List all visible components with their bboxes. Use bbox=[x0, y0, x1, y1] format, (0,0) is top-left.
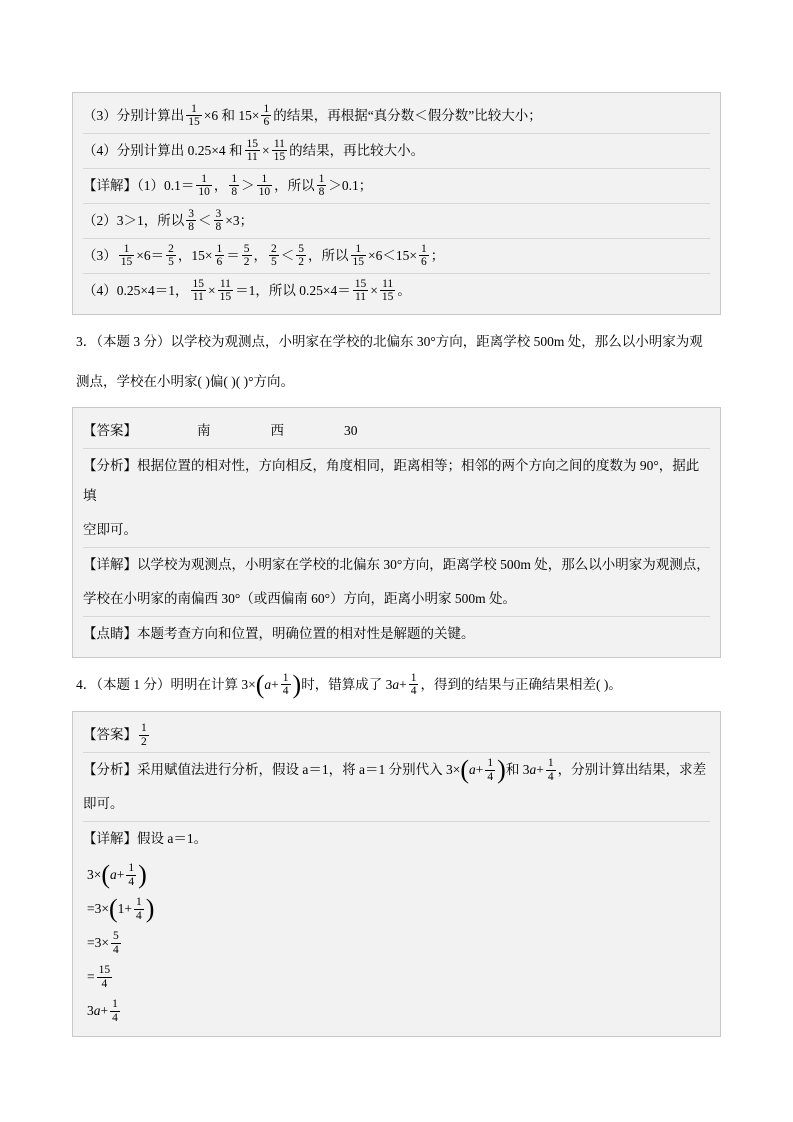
q3-insight-row bbox=[83, 617, 710, 651]
row-text-a: 分别计算出 bbox=[116, 108, 185, 123]
fraction: $\frac{1}{6}$ bbox=[216, 242, 223, 269]
fraction: $\frac{3}{8}$ bbox=[215, 207, 222, 234]
fraction: $\frac{1}{15}$ bbox=[352, 242, 364, 269]
q3-answer-2: 西 bbox=[270, 423, 284, 438]
q3-answer-row bbox=[83, 414, 710, 449]
fraction: $\frac{5}{4}$ bbox=[112, 929, 119, 956]
row-label: （3） bbox=[83, 248, 117, 263]
calc-4-a: = bbox=[87, 969, 95, 985]
q3-detail-line1: 以学校为观测点，小明家在学校的北偏东 30°方向，距离学校 500m 处，那么以小明家为观测点， bbox=[137, 557, 710, 572]
row-text-e: ＞0.1； bbox=[328, 178, 373, 193]
q4-stem-a: （本题 1 分）明明在计算 3× bbox=[96, 677, 256, 692]
row-text-a: 分别计算出 0.25×4 和 bbox=[116, 143, 243, 158]
fraction: $\frac{2}{5}$ bbox=[271, 242, 277, 269]
question-4-stem-line bbox=[74, 664, 719, 705]
q3-detail-row-2 bbox=[83, 582, 710, 617]
calc-line-4 bbox=[87, 960, 708, 994]
explanation-block-1 bbox=[72, 92, 721, 315]
row-text-b: ＜ bbox=[198, 213, 212, 228]
fraction: $\frac{11}{15}$ bbox=[273, 137, 286, 164]
q3-answer-3: 30 bbox=[344, 423, 358, 438]
fraction: $\frac{1}{15}$ bbox=[188, 102, 200, 129]
plus-sign: + bbox=[271, 677, 279, 692]
q4-detail-row bbox=[83, 822, 710, 856]
open-paren: ( bbox=[101, 859, 111, 889]
block1-row-3 bbox=[83, 99, 710, 134]
q3-analysis-row-2 bbox=[83, 513, 710, 548]
row-text-d: ，所以 bbox=[274, 178, 315, 193]
q4-detail-text: 假设 a＝1。 bbox=[137, 831, 208, 847]
variable-a-2: a bbox=[392, 677, 400, 692]
plus-sign-2: + bbox=[399, 677, 407, 692]
q4-analysis-row-2 bbox=[83, 787, 710, 822]
analysis-label: 【分析】 bbox=[83, 762, 137, 778]
fraction: $\frac{3}{8}$ bbox=[188, 207, 194, 234]
fraction: $\frac{1}{6}$ bbox=[263, 102, 270, 129]
row-text-g: ×6＜15× bbox=[368, 248, 417, 263]
fraction: $\frac{1}{10}$ bbox=[198, 172, 210, 199]
fraction: $\frac{1}{8}$ bbox=[318, 172, 325, 199]
question-3-answer-block bbox=[72, 407, 721, 658]
row-text-b: × bbox=[262, 143, 270, 158]
detail-label: 【详解】 bbox=[83, 557, 137, 572]
question-number: 3． bbox=[76, 334, 97, 349]
answer-label: 【答案】 bbox=[83, 727, 137, 743]
row-label: （3） bbox=[83, 108, 117, 123]
fraction: $\frac{15}{11}$ bbox=[192, 277, 204, 304]
open-paren: ( bbox=[255, 669, 265, 699]
fraction: $\frac{1}{4}$ bbox=[136, 895, 142, 922]
row-text-b: ，15× bbox=[177, 248, 213, 263]
open-paren: ( bbox=[108, 893, 118, 923]
variable-a: a bbox=[110, 867, 117, 883]
row-text-c: 的结果，再比较大小。 bbox=[289, 143, 425, 158]
row-text-c: ＝1，所以 0.25×4＝ bbox=[235, 283, 351, 298]
analysis-label: 【分析】 bbox=[83, 458, 137, 473]
close-paren: ) bbox=[292, 669, 302, 699]
q3-detail-row-1 bbox=[83, 548, 710, 582]
calc-2-val: 1 bbox=[117, 901, 125, 917]
plus-sign: + bbox=[100, 1003, 109, 1019]
question-3-stem-line1: （本题 3 分）以学校为观测点，小明家在学校的北偏东 30°方向，距离学校 500m 处，那么以小明家为观 bbox=[96, 334, 703, 349]
detail-label: 【详解】 bbox=[83, 831, 137, 847]
insight-label: 【点睛】 bbox=[83, 626, 137, 641]
close-paren: ) bbox=[497, 754, 506, 784]
q4-analysis-b: 和 3 bbox=[505, 762, 530, 778]
block1-row-3b bbox=[83, 239, 710, 274]
row-text-b: × bbox=[208, 283, 216, 298]
question-number: 4． bbox=[76, 677, 97, 692]
answer-label: 【答案】 bbox=[83, 423, 137, 438]
fraction: $\frac{1}{2}$ bbox=[141, 721, 147, 748]
fraction: $\frac{15}{4}$ bbox=[98, 963, 111, 990]
fraction: $\frac{1}{4}$ bbox=[410, 671, 417, 698]
q3-detail-line2: 学校在小明家的南偏西 30°（或西偏南 60°）方向，距离小明家 500m 处。 bbox=[83, 591, 517, 606]
block1-row-4 bbox=[83, 134, 710, 169]
calc-line-5 bbox=[87, 994, 708, 1028]
plus-sign: + bbox=[475, 762, 484, 778]
plus-sign: + bbox=[124, 901, 133, 917]
question-4-stem bbox=[72, 658, 721, 711]
q3-analysis-line1: 根据位置的相对性，方向相反，角度相同，距离相等；相邻的两个方向之间的度数为 90°，据此填 bbox=[83, 458, 700, 503]
row-text-e: ＜ bbox=[280, 248, 295, 263]
q4-analysis-a: 采用赋值法进行分析，假设 a＝1，将 a＝1 分别代入 3× bbox=[137, 762, 461, 778]
variable-a: a bbox=[469, 762, 476, 778]
row-text-c: ＞ bbox=[241, 178, 255, 193]
row-label: （4） bbox=[83, 283, 117, 298]
question-3-number-line bbox=[74, 321, 719, 361]
fraction: $\frac{15}{11}$ bbox=[246, 137, 258, 164]
calc-line-1 bbox=[87, 858, 708, 892]
block1-row-detail bbox=[83, 169, 710, 204]
question-3-stem-line2: 测点，学校在小明家( )偏( )( )°方向。 bbox=[76, 374, 294, 389]
open-paren: ( bbox=[460, 754, 470, 784]
calc-5-a: 3 bbox=[87, 1003, 94, 1019]
q4-analysis-c: ，分别计算出结果，求差 bbox=[557, 762, 707, 778]
q3-analysis-row-1 bbox=[83, 449, 710, 513]
fraction: $\frac{1}{15}$ bbox=[120, 242, 133, 269]
plus-sign: + bbox=[116, 867, 125, 883]
row-text-a: 0.25×4＝1， bbox=[116, 283, 189, 298]
fraction: $\frac{1}{10}$ bbox=[258, 172, 271, 199]
fraction: $\frac{5}{2}$ bbox=[243, 242, 250, 269]
fraction: $\frac{11}{15}$ bbox=[219, 277, 232, 304]
fraction: $\frac{1}{8}$ bbox=[231, 172, 238, 199]
q4-answer-row bbox=[83, 718, 710, 753]
q4-stem-b: 时，错算成了 3 bbox=[301, 677, 393, 692]
q4-stem-c: ，得到的结果与正确结果相差( )。 bbox=[420, 677, 622, 692]
fraction: $\frac{11}{15}$ bbox=[381, 277, 394, 304]
q3-insight-text: 本题考查方向和位置，明确位置的相对性是解题的关键。 bbox=[137, 626, 475, 641]
fraction: $\frac{2}{5}$ bbox=[168, 242, 174, 269]
row-text-c: ×3； bbox=[225, 213, 254, 228]
block1-row-2b bbox=[83, 204, 710, 239]
row-text-h: ； bbox=[430, 248, 445, 263]
fraction: $\frac{1}{4}$ bbox=[282, 671, 289, 698]
variable-a: a bbox=[93, 1003, 101, 1019]
row-text-c: ＝ bbox=[226, 248, 240, 263]
close-paren: ) bbox=[145, 893, 155, 923]
variable-a-2: a bbox=[529, 762, 537, 778]
calc-1-a: 3× bbox=[87, 867, 102, 883]
row-text-b: ×6 和 15× bbox=[203, 108, 260, 123]
row-text-d: ， bbox=[253, 248, 267, 263]
row-label: （2） bbox=[83, 213, 117, 228]
row-text-a: 3＞1，所以 bbox=[116, 213, 185, 228]
q3-answer-1: 南 bbox=[197, 423, 211, 438]
calc-line-2 bbox=[87, 892, 708, 926]
block1-row-4b bbox=[83, 274, 710, 308]
row-text-b: ， bbox=[213, 178, 228, 193]
fraction: $\frac{1}{4}$ bbox=[112, 997, 118, 1024]
question-4-answer-block bbox=[72, 711, 721, 1037]
q4-calculation-steps bbox=[83, 856, 710, 1030]
row-text-e: 。 bbox=[397, 283, 411, 298]
fraction: $\frac{1}{4}$ bbox=[547, 756, 554, 783]
q4-analysis-row-1 bbox=[83, 753, 710, 787]
q3-analysis-line2: 空即可。 bbox=[83, 522, 137, 537]
row-text-c: 的结果，再根据“真分数＜假分数”比较大小； bbox=[273, 108, 542, 123]
calc-line-3 bbox=[87, 926, 708, 960]
q4-analysis-line2: 即可。 bbox=[83, 796, 124, 812]
row-text-a: （1）0.1＝ bbox=[137, 178, 195, 193]
detail-label: 【详解】 bbox=[83, 178, 137, 193]
calc-2-a: =3× bbox=[87, 901, 109, 917]
fraction: $\frac{1}{6}$ bbox=[420, 242, 427, 269]
row-text-a: ×6＝ bbox=[136, 248, 165, 263]
question-3-stem bbox=[72, 315, 721, 407]
row-text-d: × bbox=[370, 283, 378, 298]
variable-a: a bbox=[264, 677, 272, 692]
close-paren: ) bbox=[138, 859, 147, 889]
row-text-f: ，所以 bbox=[308, 248, 349, 263]
plus-sign-2: + bbox=[536, 762, 544, 778]
fraction: $\frac{1}{4}$ bbox=[487, 756, 494, 783]
fraction: $\frac{5}{2}$ bbox=[298, 242, 304, 269]
fraction: $\frac{1}{4}$ bbox=[128, 861, 135, 888]
calc-3-a: =3× bbox=[87, 935, 109, 951]
row-label: （4） bbox=[83, 143, 117, 158]
fraction: $\frac{15}{11}$ bbox=[354, 277, 367, 304]
